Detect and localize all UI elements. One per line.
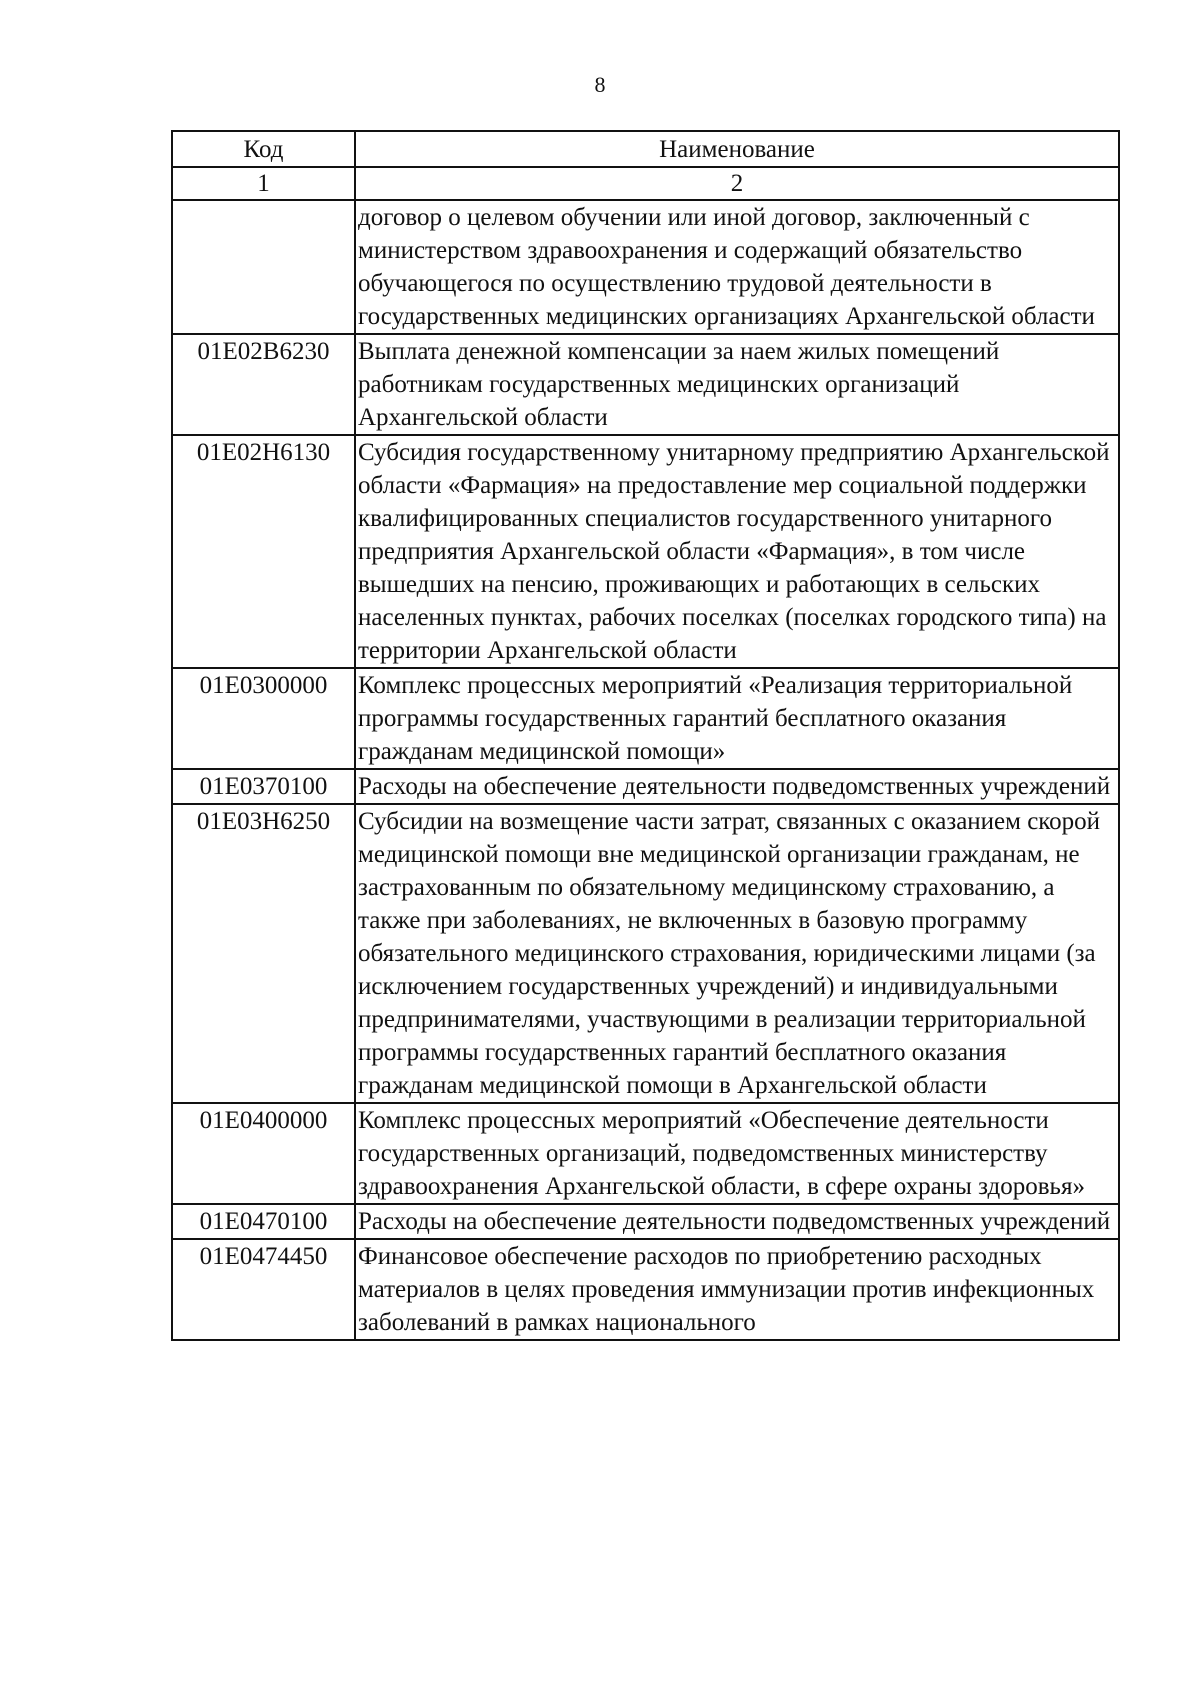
row-name: Расходы на обеспечение деятельности подведомственных учреждений: [355, 1204, 1119, 1239]
table-row: [172, 668, 1119, 769]
table-row: [172, 769, 1119, 804]
row-name: Финансовое обеспечение расходов по приобретению расходных материалов в целях проведения иммунизации против инфекционных заболеваний в рамках национального: [355, 1239, 1119, 1340]
row-name: Комплекс процессных мероприятий «Реализация территориальной программы государственных гарантий бесплатного оказания гражданам медицинской помощи»: [355, 668, 1119, 769]
table-row: [172, 435, 1119, 668]
row-name: Выплата денежной компенсации за наем жилых помещений работникам государственных медицинских организаций Архангельской области: [355, 334, 1119, 435]
table-row: [172, 804, 1119, 1103]
budget-code-table: [171, 130, 1120, 1341]
column-number-row: [172, 167, 1119, 200]
row-code: [172, 200, 355, 334]
column-number-code: 1: [172, 167, 355, 200]
page-number: 8: [594, 72, 606, 97]
row-name: Расходы на обеспечение деятельности подведомственных учреждений: [355, 769, 1119, 804]
row-name: договор о целевом обучении или иной договор, заключенный с министерством здравоохранения и содержащий обязательство обучающегося по осуществлению трудовой деятельности в государственных медицинских организациях Архангельской области: [355, 200, 1119, 334]
table-row: [172, 334, 1119, 435]
header-code: Код: [172, 131, 355, 167]
header-name: Наименование: [355, 131, 1119, 167]
row-name: Субсидии на возмещение части затрат, связанных с оказанием скорой медицинской помощи вне медицинской организации гражданам, не застрахованным по обязательному медицинскому страхованию, а также при заболеваниях, не включенных в базовую программу обязательного медицинского страхования, юридическими лицами (за исключением государственных учреждений) и индивидуальными предпринимателями, участвующими в реализации территориальной программы государственных гарантий бесплатного оказания гражданам медицинской помощи в Архангельской области: [355, 804, 1119, 1103]
table-header-row: [172, 131, 1119, 167]
table-row: [172, 1204, 1119, 1239]
row-code: 01Е0370100: [172, 769, 355, 804]
row-code: 01Е0474450: [172, 1239, 355, 1340]
row-code: 01Е0300000: [172, 668, 355, 769]
row-code: 01Е02В6230: [172, 334, 355, 435]
row-code: 01Е03Н6250: [172, 804, 355, 1103]
table-row: [172, 200, 1119, 334]
row-code: 01Е0470100: [172, 1204, 355, 1239]
row-name: Комплекс процессных мероприятий «Обеспечение деятельности государственных организаций, подведомственных министерству здравоохранения Архангельской области, в сфере охраны здоровья»: [355, 1103, 1119, 1204]
table-row: [172, 1239, 1119, 1340]
column-number-name: 2: [355, 167, 1119, 200]
row-code: 01Е02Н6130: [172, 435, 355, 668]
table-row: [172, 1103, 1119, 1204]
row-name: Субсидия государственному унитарному предприятию Архангельской области «Фармация» на предоставление мер социальной поддержки квалифицированных специалистов государственного унитарного предприятия Архангельской области «Фармация», в том числе вышедших на пенсию, проживающих и работающих в сельских населенных пунктах, рабочих поселках (поселках городского типа) на территории Архангельской области: [355, 435, 1119, 668]
row-code: 01Е0400000: [172, 1103, 355, 1204]
